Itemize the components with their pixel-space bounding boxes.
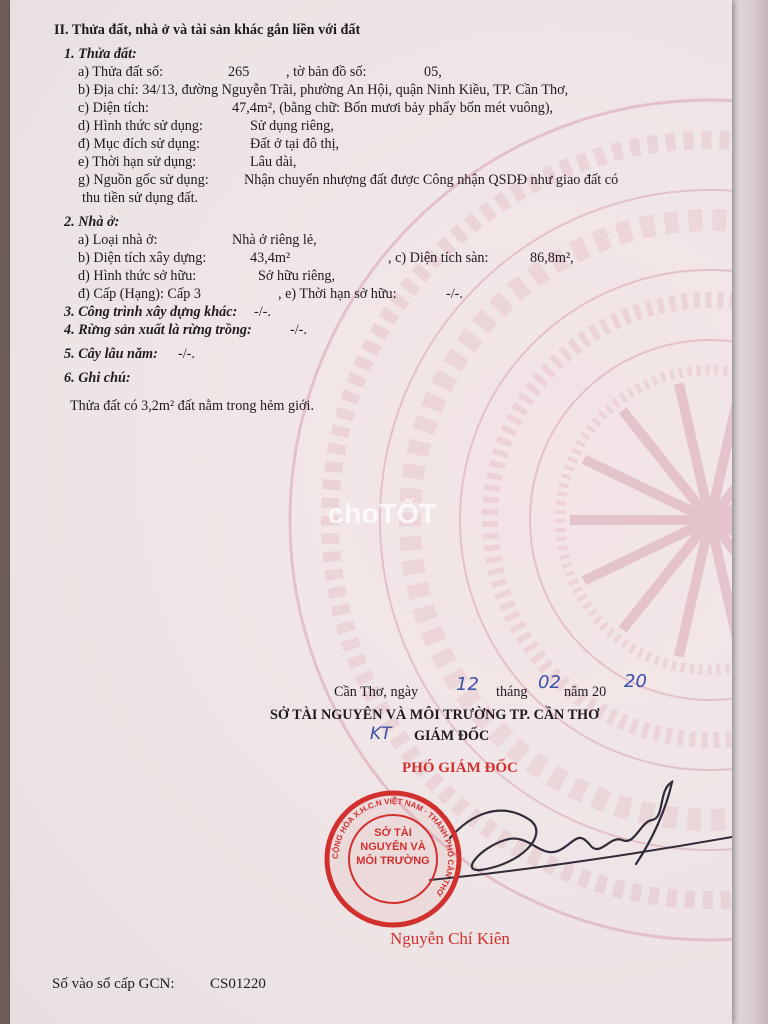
seal-ring-text: CỘNG HÒA X.H.C.N VIỆT NAM · THÀNH PHỐ CẦN THƠ (330, 796, 456, 898)
date-month: 02 (538, 672, 561, 693)
date-month-label: tháng (496, 684, 528, 700)
use-term-label: e) Thời hạn sử dụng: (78, 154, 197, 170)
area-label: c) Diện tích: (78, 100, 149, 116)
land-heading: 1. Thửa đất: (64, 46, 137, 62)
origin-value-line1: Nhận chuyển nhượng đất được Công nhận QSDĐ như giao đất có (244, 172, 619, 188)
forest-label: 4. Rừng sản xuất là rừng trồng: (64, 322, 252, 338)
use-purpose-label: đ) Mục đích sử dụng: (78, 136, 200, 152)
certificate-page (10, 0, 732, 1024)
perennial-label: 5. Cây lâu năm: (64, 346, 158, 362)
date-year: 20 (624, 671, 647, 692)
use-purpose-value: Đất ở tại đô thị, (250, 136, 340, 152)
chotot-watermark: choTỐT (328, 498, 437, 529)
other-works-value: -/-. (254, 304, 271, 320)
use-form-label: d) Hình thức sử dụng: (78, 118, 203, 134)
floor-area-label: , c) Diện tích sàn: (388, 250, 489, 266)
house-heading: 2. Nhà ở: (64, 214, 120, 230)
floor-area-value: 86,8m², (530, 250, 574, 266)
signer-name: Nguyễn Chí Kiên (390, 929, 510, 948)
house-type-value: Nhà ở riêng lẻ, (232, 232, 317, 248)
use-term-value: Lâu dài, (250, 154, 297, 170)
ownership-term-value: -/-. (446, 286, 463, 302)
other-works-label: 3. Công trình xây dựng khác: (64, 304, 238, 320)
area-value: 47,4m², (bằng chữ: Bốn mươi bảy phẩy bốn mét vuông), (232, 100, 554, 116)
address-line: b) Địa chỉ: 34/13, đường Nguyễn Trãi, phường An Hội, quận Ninh Kiều, TP. Cần Thơ, (78, 82, 569, 98)
deputy-director-title: PHÓ GIÁM ĐỐC (402, 760, 518, 776)
map-sheet-label: , tờ bản đồ số: (286, 64, 367, 80)
build-area-label: b) Diện tích xây dựng: (78, 250, 207, 266)
house-type-label: a) Loại nhà ở: (78, 232, 158, 248)
note-text: Thửa đất có 3,2m² đất nằm trong hẻm giới. (70, 398, 315, 414)
date-day: 12 (456, 674, 479, 695)
notes-label: 6. Ghi chú: (64, 370, 131, 386)
parcel-number-value: 265 (228, 64, 250, 80)
date-prefix: Cần Thơ, ngày (334, 684, 419, 700)
section-title: II. Thửa đất, nhà ở và tài sản khác gắn liền với đất (54, 22, 361, 38)
kt-mark: KT (370, 724, 392, 744)
forest-value: -/-. (290, 322, 307, 338)
official-seal (318, 784, 468, 934)
ownership-label: d) Hình thức sở hữu: (78, 268, 197, 284)
map-sheet-value: 05, (424, 64, 442, 80)
ownership-value: Sở hữu riêng, (258, 268, 336, 284)
grade-label: đ) Cấp (Hạng): Cấp 3 (78, 286, 201, 302)
seal-center-text: SỞ TÀI NGUYÊN VÀ MÔI TRƯỜNG (356, 827, 430, 867)
date-year-label: năm 20 (564, 684, 607, 700)
build-area-value: 43,4m² (250, 250, 291, 266)
gcn-label: Số vào sổ cấp GCN: (52, 976, 175, 992)
perennial-value: -/-. (178, 346, 195, 362)
director-title: GIÁM ĐỐC (414, 728, 490, 744)
authority-name: SỞ TÀI NGUYÊN VÀ MÔI TRƯỜNG TP. CẦN THƠ (270, 707, 600, 723)
next-page-edge (732, 0, 768, 1024)
use-form-value: Sử dụng riêng, (250, 118, 334, 134)
gcn-value: CS01220 (210, 976, 266, 992)
ownership-term-label: , e) Thời hạn sở hữu: (278, 286, 397, 302)
parcel-number-label: a) Thửa đất số: (78, 64, 164, 80)
origin-value-line2: thu tiền sử dụng đất. (82, 190, 199, 206)
origin-label: g) Nguồn gốc sử dụng: (78, 172, 209, 188)
